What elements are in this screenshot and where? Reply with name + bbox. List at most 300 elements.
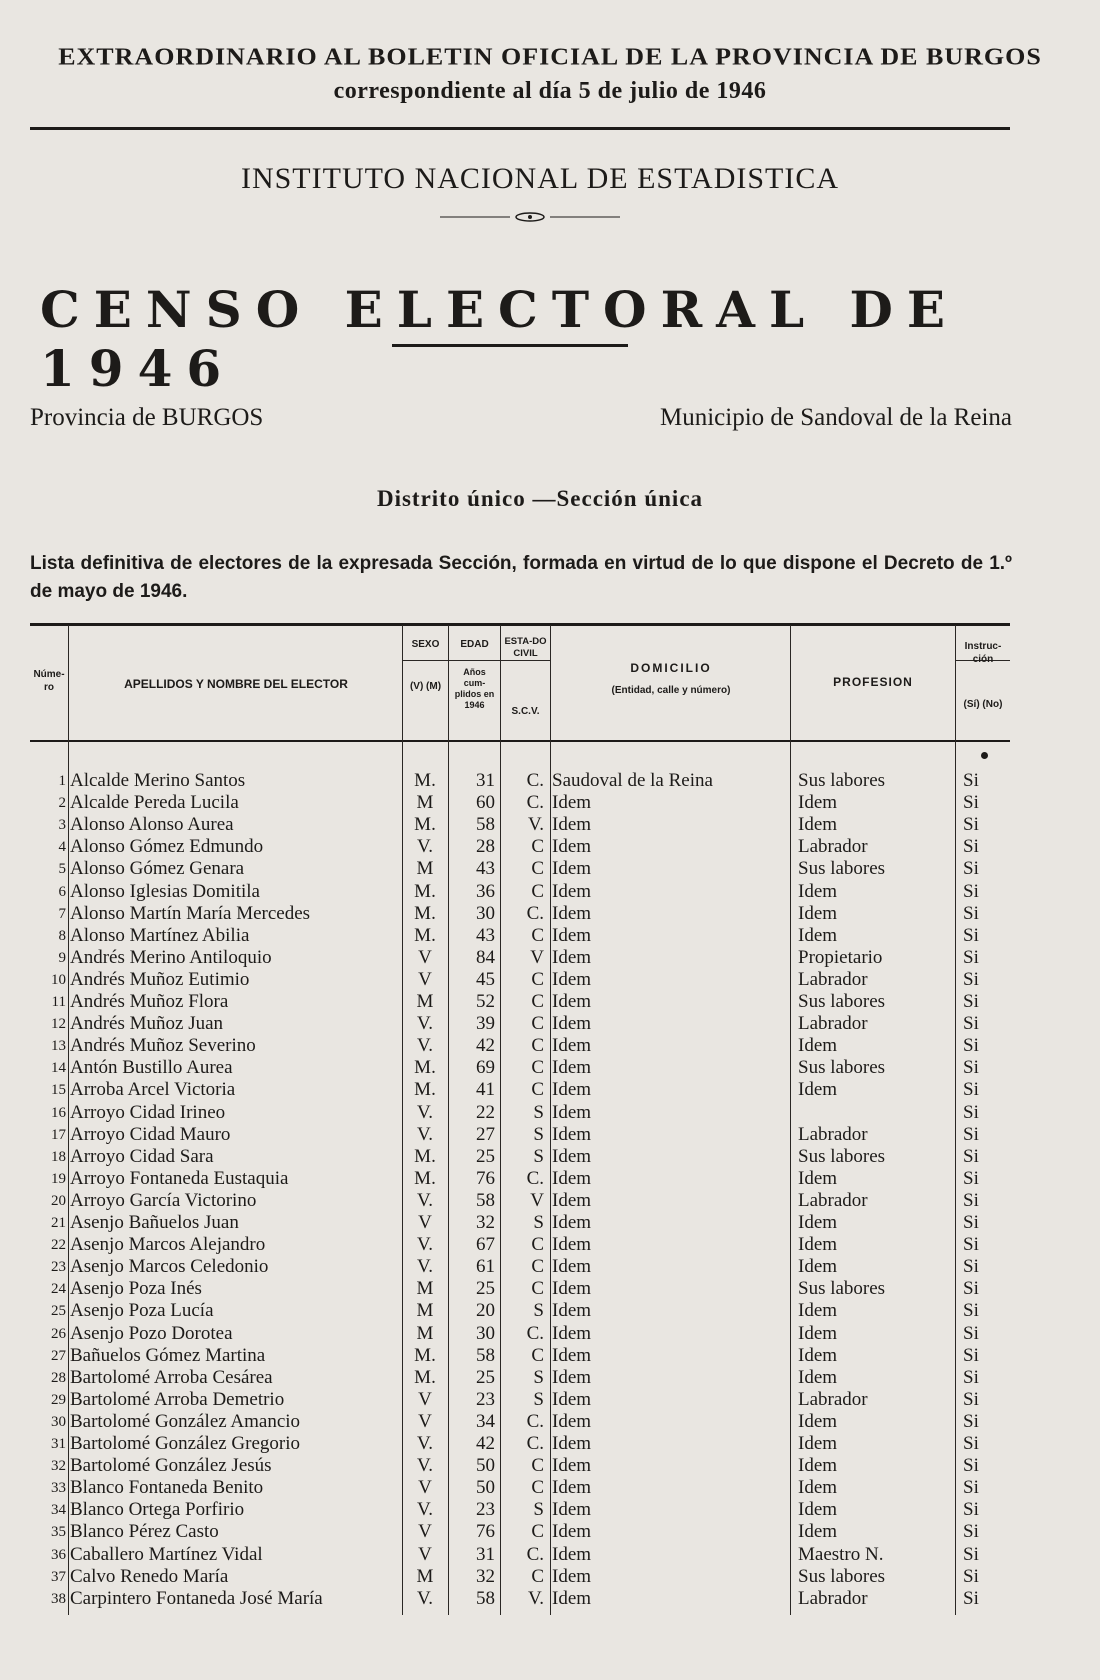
elector-age: 58 <box>476 1189 495 1211</box>
elector-profession: Idem <box>798 1410 838 1432</box>
elector-civil-status: C <box>531 836 544 858</box>
elector-profession: Labrador <box>798 1123 868 1145</box>
row-number: 6 <box>58 883 66 900</box>
elector-profession: Idem <box>798 924 838 946</box>
elector-age: 23 <box>476 1388 495 1410</box>
table-row <box>0 1544 1100 1566</box>
elector-domicile: Idem <box>552 991 592 1012</box>
row-number: 21 <box>51 1215 66 1231</box>
elector-civil-status: C. <box>526 1322 544 1344</box>
elector-instruction: Si <box>963 1455 979 1477</box>
elector-name: Asenjo Poza Inés <box>70 1278 202 1300</box>
elector-instruction: Si <box>963 792 979 814</box>
elector-age: 43 <box>476 924 495 946</box>
col-header-instruction: Instruc-ción <box>964 641 1002 665</box>
table-row <box>0 836 1100 858</box>
elector-profession: Idem <box>798 880 838 902</box>
row-number: 12 <box>51 1016 66 1033</box>
elector-age: 28 <box>476 836 495 858</box>
elector-instruction: Si <box>963 1189 979 1211</box>
elector-domicile: Idem <box>552 1410 592 1432</box>
elector-name: Arroyo Cidad Sara <box>70 1145 214 1167</box>
elector-domicile: Idem <box>552 1322 592 1344</box>
elector-sex: M. <box>414 1057 436 1079</box>
elector-age: 76 <box>476 1167 495 1189</box>
table-row <box>0 1256 1100 1278</box>
elector-instruction: Si <box>963 1344 979 1366</box>
row-number: 25 <box>51 1303 66 1320</box>
elector-civil-status: S <box>533 1499 544 1521</box>
district-heading: Distrito único —Sección única <box>376 486 704 511</box>
elector-domicile: Idem <box>552 1278 592 1300</box>
elector-age: 58 <box>476 1587 495 1609</box>
elector-sex: M <box>416 1300 434 1322</box>
col-header-domicile-sub: (Entidad, calle y número) <box>611 685 731 696</box>
row-number: 34 <box>51 1502 66 1519</box>
elector-name: Andrés Muñoz Flora <box>70 991 229 1012</box>
elector-sex: V <box>418 1410 432 1432</box>
province-label: Provincia de BURGOS <box>30 404 264 431</box>
intro-paragraph: Lista definitiva de electores de la expresada Sección, formada en virtud de lo que dispone el Decreto de 1.º de mayo de 1946. <box>30 553 1012 602</box>
elector-profession: Sus labores <box>798 858 886 880</box>
elector-civil-status: V <box>530 1189 544 1211</box>
table-row <box>0 1146 1100 1168</box>
table-row <box>0 770 1100 792</box>
elector-profession: Idem <box>798 792 838 814</box>
elector-name: Arroyo Cidad Mauro <box>70 1123 231 1145</box>
elector-sex: V. <box>416 836 434 858</box>
elector-profession: Labrador <box>798 1388 868 1410</box>
row-number: 4 <box>58 839 66 856</box>
elector-profession: Idem <box>798 1167 838 1189</box>
table-top-rule <box>30 623 1010 626</box>
elector-name: Asenjo Pozo Dorotea <box>70 1322 233 1344</box>
elector-name: Bartolomé González Amancio <box>70 1410 301 1432</box>
elector-domicile: Idem <box>552 792 592 814</box>
elector-instruction: Si <box>963 814 979 836</box>
table-row <box>0 1278 1100 1300</box>
elector-instruction: Si <box>963 1167 979 1189</box>
table-row <box>0 1499 1100 1521</box>
elector-name: Arroyo Fontaneda Eustaquia <box>70 1167 289 1189</box>
elector-profession: Idem <box>798 1256 838 1278</box>
elector-profession: Idem <box>798 1455 838 1477</box>
elector-domicile: Idem <box>552 1499 592 1521</box>
elector-civil-status: C <box>531 1234 544 1256</box>
table-row <box>0 1190 1100 1212</box>
elector-name: Bañuelos Gómez Martina <box>70 1344 266 1366</box>
elector-profession: Idem <box>798 902 838 924</box>
elector-profession: Sus labores <box>798 1565 886 1587</box>
elector-age: 45 <box>476 968 495 990</box>
elector-age: 61 <box>476 1256 495 1278</box>
row-number: 27 <box>51 1347 66 1364</box>
elector-civil-status: S <box>533 1300 544 1322</box>
row-number: 7 <box>58 905 66 922</box>
elector-instruction: Si <box>963 858 979 880</box>
elector-profession: Sus labores <box>798 991 886 1012</box>
col-header-number: Núme-ro <box>33 669 65 693</box>
elector-domicile: Idem <box>552 1189 592 1211</box>
elector-civil-status: C. <box>526 1433 544 1454</box>
elector-profession: Labrador <box>798 1189 868 1211</box>
elector-civil-status: C. <box>526 792 544 814</box>
elector-sex: V. <box>416 1035 434 1057</box>
table-row <box>0 1367 1100 1389</box>
elector-name: Caballero Martínez Vidal <box>70 1543 263 1565</box>
elector-age: 43 <box>476 858 495 880</box>
elector-domicile: Idem <box>552 1013 592 1035</box>
elector-civil-status: C. <box>526 1543 544 1565</box>
elector-instruction: Si <box>963 1587 979 1609</box>
elector-profession: Labrador <box>798 1587 868 1609</box>
elector-sex: M. <box>414 924 436 946</box>
elector-sex: V <box>418 1388 432 1410</box>
elector-sex: V. <box>416 1123 434 1145</box>
elector-name: Arroyo Cidad Irineo <box>70 1101 226 1123</box>
elector-instruction: Si <box>963 1366 979 1388</box>
elector-profession: Propietario <box>798 946 883 968</box>
elector-sex: V. <box>416 1101 434 1123</box>
elector-civil-status: S <box>533 1123 544 1145</box>
elector-domicile: Idem <box>552 946 592 968</box>
elector-instruction: Si <box>963 836 979 858</box>
table-row <box>0 1477 1100 1499</box>
col-header-age: EDAD <box>460 639 489 650</box>
row-number: 5 <box>58 861 66 878</box>
elector-age: 32 <box>476 1212 495 1233</box>
elector-age: 27 <box>476 1123 495 1145</box>
row-number: 13 <box>51 1038 66 1055</box>
table-header-rule <box>30 740 1010 742</box>
elector-name: Bartolomé González Jesús <box>70 1455 272 1477</box>
elector-age: 50 <box>476 1477 495 1499</box>
row-number: 15 <box>51 1082 66 1099</box>
elector-civil-status: C <box>531 968 544 990</box>
elector-sex: V. <box>416 1234 434 1256</box>
row-number: 8 <box>58 927 66 944</box>
elector-civil-status: S <box>533 1145 544 1167</box>
row-number: 33 <box>51 1480 66 1497</box>
header-rule <box>30 127 1010 130</box>
table-row <box>0 1411 1100 1433</box>
elector-name: Blanco Fontaneda Benito <box>70 1477 264 1499</box>
elector-age: 50 <box>476 1455 495 1477</box>
elector-sex: M <box>416 858 434 880</box>
table-row <box>0 1521 1100 1543</box>
elector-domicile: Idem <box>552 1587 592 1609</box>
table-row <box>0 1057 1100 1079</box>
elector-instruction: Si <box>963 1256 979 1278</box>
elector-sex: M <box>416 991 434 1012</box>
elector-instruction: Si <box>963 1521 979 1543</box>
elector-instruction: Si <box>963 1433 979 1454</box>
elector-profession: Idem <box>798 814 838 836</box>
table-row <box>0 1168 1100 1190</box>
elector-sex: M. <box>414 1366 436 1388</box>
elector-sex: V <box>418 946 432 968</box>
elector-civil-status: C <box>531 1057 544 1079</box>
table-row <box>0 792 1100 814</box>
elector-instruction: Si <box>963 1123 979 1145</box>
elector-sex: V. <box>416 1455 434 1477</box>
col-header-sex-sub: (V) (M) <box>409 681 442 692</box>
elector-sex: V <box>418 1212 432 1233</box>
elector-age: 36 <box>476 880 495 902</box>
row-number: 9 <box>58 949 66 966</box>
elector-civil-status: C <box>531 1344 544 1366</box>
elector-domicile: Idem <box>552 902 592 924</box>
elector-profession: Labrador <box>798 836 868 858</box>
elector-age: 67 <box>476 1234 495 1256</box>
table-row <box>0 903 1100 925</box>
elector-name: Alcalde Merino Santos <box>70 770 246 791</box>
row-number: 26 <box>51 1325 66 1342</box>
elector-civil-status: C <box>531 1455 544 1477</box>
elector-domicile: Idem <box>552 1079 592 1101</box>
elector-instruction: Si <box>963 1079 979 1101</box>
elector-name: Asenjo Bañuelos Juan <box>70 1212 239 1233</box>
elector-sex: M. <box>414 1344 436 1366</box>
elector-sex: V. <box>416 1189 434 1211</box>
elector-name: Alonso Gómez Edmundo <box>70 836 264 858</box>
elector-profession: Idem <box>798 1499 838 1521</box>
elector-civil-status: V. <box>527 814 544 836</box>
elector-name: Antón Bustillo Aurea <box>70 1057 233 1079</box>
row-number: 20 <box>51 1192 66 1209</box>
elector-age: 31 <box>476 1543 495 1565</box>
elector-profession: Sus labores <box>798 1145 886 1167</box>
elector-civil-status: V. <box>527 1587 544 1609</box>
elector-age: 58 <box>476 1344 495 1366</box>
elector-instruction: Si <box>963 1035 979 1057</box>
elector-profession: Labrador <box>798 968 868 990</box>
elector-domicile: Idem <box>552 814 592 836</box>
elector-civil-status: C. <box>526 902 544 924</box>
elector-name: Bartolomé González Gregorio <box>70 1433 301 1454</box>
elector-sex: M. <box>414 1167 436 1189</box>
row-number: 32 <box>51 1458 66 1475</box>
elector-age: 25 <box>476 1278 495 1300</box>
elector-sex: M. <box>414 814 436 836</box>
elector-domicile: Idem <box>552 1123 592 1145</box>
elector-sex: V. <box>416 1499 434 1521</box>
elector-domicile: Idem <box>552 1035 592 1057</box>
elector-name: Asenjo Poza Lucía <box>70 1300 214 1322</box>
elector-instruction: Si <box>963 1477 979 1499</box>
elector-sex: V <box>418 968 432 990</box>
elector-instruction: Si <box>963 1145 979 1167</box>
elector-civil-status: C. <box>526 770 544 791</box>
elector-age: 20 <box>476 1300 495 1322</box>
table-row <box>0 858 1100 880</box>
elector-age: 30 <box>476 1322 495 1344</box>
row-number: 24 <box>51 1281 66 1298</box>
table-row <box>0 1013 1100 1035</box>
elector-sex: M <box>416 1278 434 1300</box>
table-row <box>0 1124 1100 1146</box>
elector-profession: Sus labores <box>798 1057 886 1079</box>
table-row <box>0 1455 1100 1477</box>
elector-instruction: Si <box>963 991 979 1012</box>
elector-age: 58 <box>476 814 495 836</box>
elector-instruction: Si <box>963 1101 979 1123</box>
elector-age: 25 <box>476 1366 495 1388</box>
elector-profession: Idem <box>798 1521 838 1543</box>
elector-domicile: Saudoval de la Reina <box>552 770 713 791</box>
elector-name: Andrés Merino Antiloquio <box>70 946 272 968</box>
elector-name: Carpintero Fontaneda José María <box>70 1587 323 1609</box>
row-number: 28 <box>51 1369 66 1386</box>
elector-sex: V. <box>416 1256 434 1278</box>
institute-name: INSTITUTO NACIONAL DE ESTADISTICA <box>240 162 840 195</box>
elector-domicile: Idem <box>552 836 592 858</box>
elector-civil-status: C <box>531 1278 544 1300</box>
row-number: 10 <box>51 971 66 988</box>
masthead-title: EXTRAORDINARIO AL BOLETIN OFICIAL DE LA PROVINCIA DE BURGOS <box>58 42 1042 71</box>
elector-name: Alonso Iglesias Domitila <box>70 880 260 902</box>
elector-name: Arroba Arcel Victoria <box>70 1079 236 1101</box>
elector-domicile: Idem <box>552 1477 592 1499</box>
elector-instruction: Si <box>963 880 979 902</box>
elector-civil-status: S <box>533 1212 544 1233</box>
table-row <box>0 991 1100 1013</box>
row-number: 30 <box>51 1413 66 1430</box>
elector-sex: M <box>416 1322 434 1344</box>
elector-name: Alonso Martín María Mercedes <box>70 902 311 924</box>
elector-sex: V. <box>416 1587 434 1609</box>
elector-age: 69 <box>476 1057 495 1079</box>
elector-domicile: Idem <box>552 1344 592 1366</box>
col-header-civil: ESTA-DO CIVIL <box>504 636 547 659</box>
elector-domicile: Idem <box>552 968 592 990</box>
elector-profession: Labrador <box>798 1013 868 1035</box>
elector-profession: Idem <box>798 1433 838 1454</box>
row-number: 22 <box>51 1237 66 1254</box>
elector-instruction: Si <box>963 946 979 968</box>
header-subrule <box>402 660 550 661</box>
elector-civil-status: C <box>531 1565 544 1587</box>
elector-civil-status: C <box>531 1477 544 1499</box>
elector-age: 84 <box>476 946 495 968</box>
elector-sex: V. <box>416 1433 434 1454</box>
elector-civil-status: C <box>531 1013 544 1035</box>
elector-civil-status: S <box>533 1101 544 1123</box>
elector-name: Arroyo García Victorino <box>70 1189 257 1211</box>
table-row <box>0 1035 1100 1057</box>
table-row <box>0 1588 1100 1610</box>
elector-civil-status: C <box>531 991 544 1012</box>
elector-name: Blanco Pérez Casto <box>70 1521 219 1543</box>
elector-civil-status: V <box>530 946 544 968</box>
table-row <box>0 1079 1100 1101</box>
elector-instruction: Si <box>963 968 979 990</box>
elector-name: Andrés Muñoz Juan <box>70 1013 224 1035</box>
elector-profession: Idem <box>798 1212 838 1233</box>
elector-civil-status: C <box>531 1035 544 1057</box>
elector-domicile: Idem <box>552 880 592 902</box>
elector-age: 23 <box>476 1499 495 1521</box>
elector-domicile: Idem <box>552 1145 592 1167</box>
elector-instruction: Si <box>963 924 979 946</box>
elector-sex: M <box>416 1565 434 1587</box>
elector-domicile: Idem <box>552 1300 592 1322</box>
row-number: 36 <box>51 1546 66 1563</box>
elector-instruction: Si <box>963 1212 979 1233</box>
elector-instruction: Si <box>963 1234 979 1256</box>
elector-age: 30 <box>476 902 495 924</box>
elector-sex: V <box>418 1521 432 1543</box>
elector-domicile: Idem <box>552 1521 592 1543</box>
elector-civil-status: C <box>531 880 544 902</box>
elector-sex: M. <box>414 880 436 902</box>
elector-age: 22 <box>476 1101 495 1123</box>
bullet-mark <box>981 752 988 759</box>
elector-profession: Idem <box>798 1300 838 1322</box>
table-row <box>0 1234 1100 1256</box>
row-number: 3 <box>58 817 66 834</box>
elector-name: Alonso Alonso Aurea <box>70 814 234 836</box>
elector-sex: M. <box>414 1145 436 1167</box>
elector-profession: Sus labores <box>798 1278 886 1300</box>
elector-profession: Idem <box>798 1035 838 1057</box>
elector-age: 76 <box>476 1521 495 1543</box>
elector-name: Andrés Muñoz Eutimio <box>70 968 250 990</box>
elector-sex: M. <box>414 770 436 791</box>
elector-sex: V. <box>416 1013 434 1035</box>
elector-instruction: Si <box>963 902 979 924</box>
table-row <box>0 814 1100 836</box>
elector-instruction: Si <box>963 1543 979 1565</box>
elector-instruction: Si <box>963 1410 979 1432</box>
elector-sex: V <box>418 1477 432 1499</box>
elector-age: 52 <box>476 991 495 1012</box>
col-header-profession: PROFESION <box>833 675 913 689</box>
elector-profession: Idem <box>798 1477 838 1499</box>
col-header-civil-sub: S.C.V. <box>511 706 540 717</box>
elector-domicile: Idem <box>552 1433 592 1454</box>
elector-civil-status: C <box>531 924 544 946</box>
elector-instruction: Si <box>963 1388 979 1410</box>
elector-domicile: Idem <box>552 1101 592 1123</box>
elector-sex: M. <box>414 902 436 924</box>
elector-domicile: Idem <box>552 1565 592 1587</box>
elector-civil-status: C <box>531 1256 544 1278</box>
elector-profession: Idem <box>798 1234 838 1256</box>
elector-domicile: Idem <box>552 1167 592 1189</box>
elector-instruction: Si <box>963 1499 979 1521</box>
elector-age: 39 <box>476 1013 495 1035</box>
elector-age: 42 <box>476 1433 495 1454</box>
table-row <box>0 925 1100 947</box>
elector-instruction: Si <box>963 1013 979 1035</box>
elector-instruction: Si <box>963 1565 979 1587</box>
elector-name: Bartolomé Arroba Cesárea <box>70 1366 273 1388</box>
elector-instruction: Si <box>963 1300 979 1322</box>
table-row <box>0 947 1100 969</box>
table-row <box>0 969 1100 991</box>
elector-instruction: Si <box>963 1057 979 1079</box>
elector-name: Blanco Ortega Porfirio <box>70 1499 245 1521</box>
row-number: 37 <box>51 1568 66 1585</box>
row-number: 14 <box>51 1060 66 1077</box>
elector-domicile: Idem <box>552 1256 592 1278</box>
row-number: 19 <box>51 1170 66 1187</box>
elector-domicile: Idem <box>552 924 592 946</box>
elector-profession: Maestro N. <box>798 1543 884 1565</box>
table-row <box>0 1345 1100 1367</box>
elector-civil-status: S <box>533 1388 544 1410</box>
